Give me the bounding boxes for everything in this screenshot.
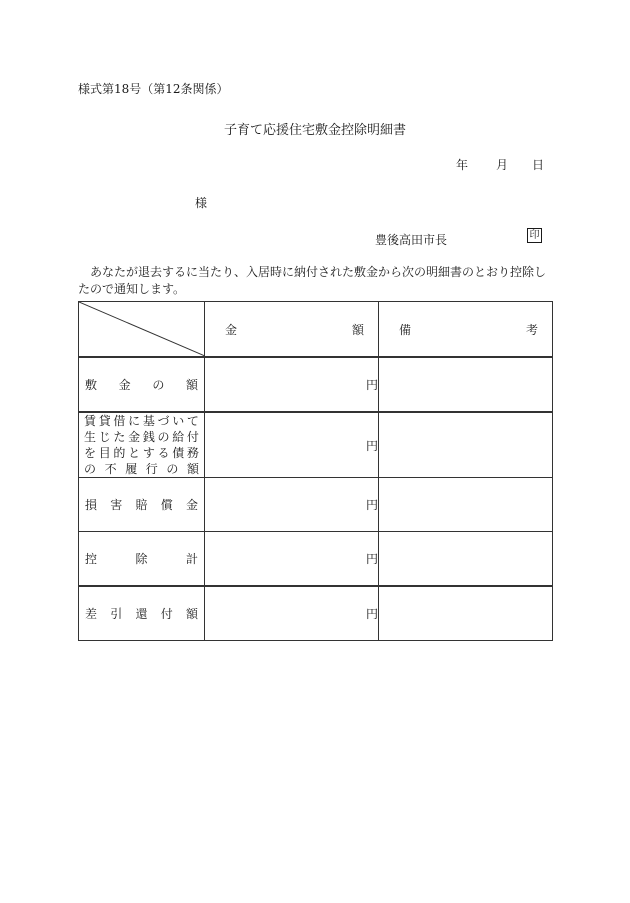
issuer-name: 豊後高田市長: [375, 233, 448, 247]
remarks-cell[interactable]: [379, 478, 553, 532]
diagonal-line: [79, 302, 205, 356]
amount-cell[interactable]: 円: [205, 357, 379, 412]
remarks-cell[interactable]: [379, 357, 553, 412]
amount-cell[interactable]: 円: [205, 478, 379, 532]
deduction-table: [78, 301, 553, 641]
row-label-deposit: 敷 金 の 額: [79, 357, 205, 412]
document-title: 子育て応援住宅敷金控除明細書: [223, 123, 406, 138]
date-line: [456, 156, 544, 173]
form-number: 様式第18号（第12条関係）: [78, 82, 229, 96]
amount-cell[interactable]: 円: [205, 586, 379, 641]
header-remarks: 備 考: [379, 302, 553, 358]
addressee-suffix: 様: [195, 196, 208, 210]
table-row: [79, 586, 553, 641]
notice-text: あなたが退去するに当たり、入居時に納付された敷金から次の明細書のとおり控除したので通知します。: [78, 265, 547, 296]
remarks-cell[interactable]: [379, 586, 553, 641]
table-row: [79, 412, 553, 478]
amount-cell[interactable]: 円: [205, 532, 379, 586]
header-amount: 金 額: [205, 302, 379, 358]
date-year: 年: [456, 158, 469, 172]
table-row: [79, 532, 553, 586]
amount-cell[interactable]: 円: [205, 412, 379, 478]
date-month: 月: [496, 158, 509, 172]
seal-stamp: 印: [527, 228, 542, 243]
date-day: 日: [532, 158, 545, 172]
row-label-default-amount: 賃 貸 借 に 基 づ い て 生 じ た 金 銭 の 給 付 を 目 的 と す る 債 務 の 不 履 行 の 額: [79, 412, 205, 478]
remarks-cell[interactable]: [379, 412, 553, 478]
corner-cell: [79, 302, 205, 358]
row-label-damages: 損 害 賠 償 金: [79, 478, 205, 532]
table-header-row: [79, 302, 553, 358]
row-label-refund: 差 引 還 付 額: [79, 586, 205, 641]
table-row: [79, 478, 553, 532]
remarks-cell[interactable]: [379, 532, 553, 586]
row-label-deduction-total: 控 除 計: [79, 532, 205, 586]
table-row: [79, 357, 553, 412]
